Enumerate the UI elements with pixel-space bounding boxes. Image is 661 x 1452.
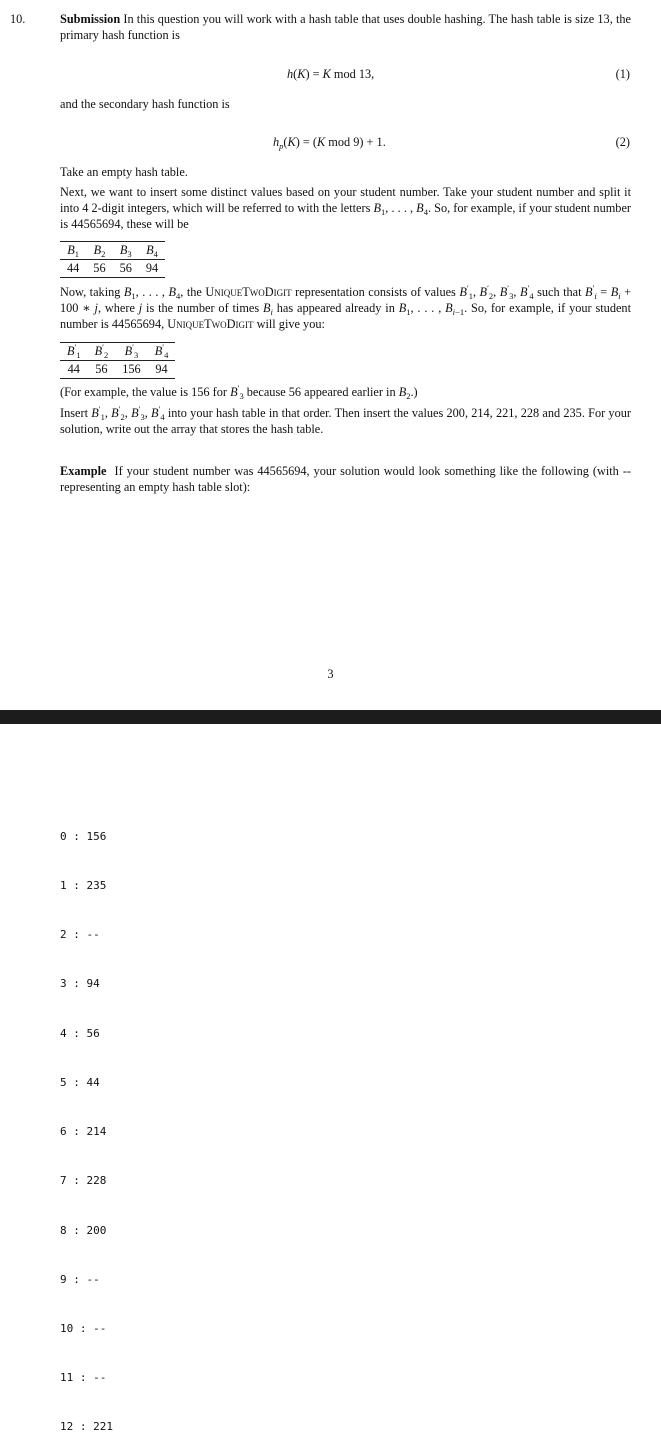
intro-text: In this question you will work with a hash table that uses double hashing. The hash table is size 13, the primary hash function is bbox=[60, 12, 631, 42]
hash-table-answer bbox=[60, 796, 113, 1452]
for-example-note: (For example, the value is 156 for $B'_3$ because 56 appeared earlier in $B_2$.) bbox=[60, 383, 418, 401]
hash-table-row: 8 : 200 bbox=[60, 1223, 107, 1237]
hash-table-row: 10 : -- bbox=[60, 1322, 107, 1335]
table-cell: 56 bbox=[86, 260, 112, 278]
page-divider bbox=[0, 710, 661, 724]
hash-table-row: 2 : -- bbox=[60, 928, 100, 942]
hash-table-row: 0 : 156 bbox=[60, 829, 107, 843]
equation-1: h(K) = K mod 13, bbox=[287, 67, 375, 81]
problem-page bbox=[0, 0, 661, 710]
hash-table-row: 7 : 228 bbox=[60, 1174, 107, 1188]
table-cell: 44 bbox=[60, 260, 86, 278]
question-number: 10. bbox=[10, 12, 26, 26]
example-title: Example bbox=[60, 464, 107, 478]
hash-table-row: 11 : -- bbox=[60, 1371, 107, 1385]
next-paragraph: Next, we want to insert some distinct values based on your student number. Take your student number and split it into 4 2-digit integers, which will be referred to with the letters $B_1$, . . . , $B_4$. So, for example, if your student number is 44565694, these will be bbox=[60, 185, 631, 231]
empty-table-text: Take an empty hash table. bbox=[60, 165, 188, 179]
table-cell: 94 bbox=[148, 361, 176, 379]
note-text: (For example, the value is 156 for bbox=[60, 385, 227, 399]
hash-table-row: 4 : 56 bbox=[60, 1026, 100, 1040]
insert-values: 200, 214, 221, 228 bbox=[446, 406, 540, 420]
table-cell: 56 bbox=[113, 260, 139, 278]
table-cell: 44 bbox=[60, 361, 88, 379]
unique-name: UniqueTwoDigit bbox=[205, 285, 292, 299]
hash-table-row: 3 : 94 bbox=[60, 977, 100, 991]
table-cell: 156 bbox=[115, 361, 147, 379]
page-number: 3 bbox=[327, 667, 334, 681]
hash-table-row: 1 : 235 bbox=[60, 879, 107, 893]
hash-table-row: 5 : 44 bbox=[60, 1075, 100, 1089]
example-paragraph bbox=[60, 463, 631, 495]
b-prime-values-table: $B'_1$ $B'_2$ $B'_3$ $B'_4$ 44 56 156 94 bbox=[60, 342, 175, 379]
unique-two-digit-paragraph: Now, taking $B_1$, . . . , $B_4$, the UniqueTwoDigit representation consists of values $B'_1$, $B'_2$, $B'_3$, $B'_4$ such that $B'_i = B_i + 100$ ∗ j, where j is the number of times $B_i$ has appeared already in $B_1$, . . . , $B_{i-1}$. So, for example, if your student number is 44565694, UniqueTwoDigit will give you: bbox=[60, 283, 632, 331]
table-cell: 56 bbox=[88, 361, 116, 379]
equation-2-number: (2) bbox=[615, 135, 630, 149]
b-values-table: $B_1$ $B_2$ $B_3$ $B_4$ 44 56 56 94 bbox=[60, 241, 165, 278]
hash-table-row: 9 : -- bbox=[60, 1272, 100, 1286]
table-cell: 94 bbox=[139, 260, 165, 278]
hash-table-row: 12 : 221 bbox=[60, 1420, 113, 1434]
question-intro bbox=[60, 11, 631, 43]
insert-instructions: Insert $B'_1$, $B'_2$, $B'_3$, $B'_4$ into your hash table in that order. Then insert the values 200, 214, 221, 228 and 235. For your solution, write out the array that stores the hash table. bbox=[60, 404, 631, 436]
next-paragraph-text: Next, we want to insert some distinct values based on your student number. Take your student number and split it into 4 2-digit integers, which will be referred to with the letters bbox=[60, 185, 631, 215]
example-text: If your student number was 44565694, your solution would look something like the following (with -- representing an empty hash table slot): bbox=[60, 464, 632, 494]
equation-2: $h_p(K) = (K$ mod 9) + 1. bbox=[273, 135, 386, 151]
equation-1-number: (1) bbox=[615, 67, 630, 81]
secondary-intro: and the secondary hash function is bbox=[60, 97, 230, 111]
insert-last-value: 235 bbox=[563, 406, 582, 420]
hash-table-row: 6 : 214 bbox=[60, 1125, 107, 1139]
question-title: Submission bbox=[60, 12, 121, 26]
